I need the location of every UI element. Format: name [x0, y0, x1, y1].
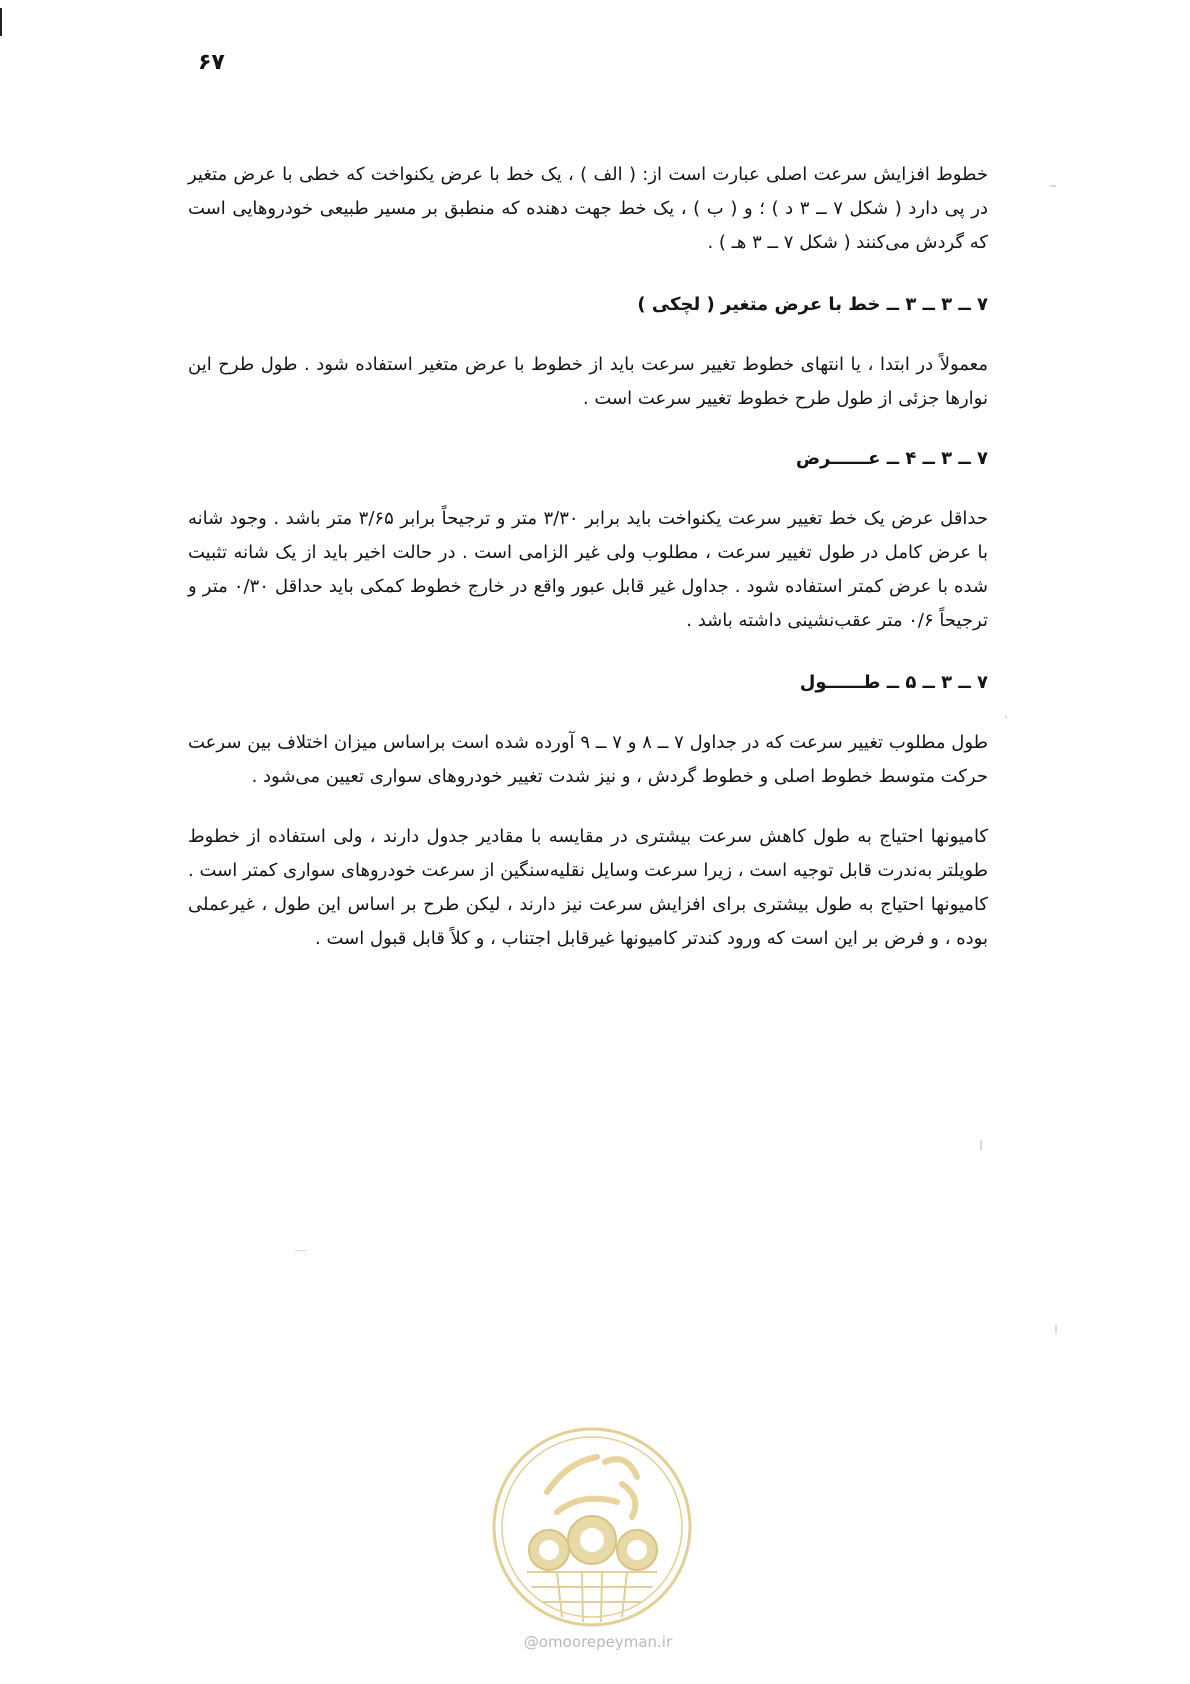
section-heading-length: ۷ ــ ۳ ــ ۵ ــ طــــــول: [799, 672, 988, 693]
scan-speck: [1005, 716, 1007, 718]
watermark-logo-icon: [487, 1422, 697, 1632]
paragraph-taper: معمولاً در ابتدا ، یا انتهای خطوط تغییر سرعت باید از خطوط با عرض متغیر استفاده شود . طول طرح این نوارها جزئی از طول طرح خطوط تغییر سرعت است .: [188, 354, 988, 409]
document-body: [188, 158, 988, 956]
paragraph-width: حداقل عرض یک خط تغییر سرعت یکنواخت باید برابر ۳/۳۰ متر و ترجیحاً برابر ۳/۶۵ متر باشد . وجود شانه با عرض کامل در طول تغییر سرعت ، مطلوب ولی غیر الزامی است . در حالت اخیر باید از یک شانه تثبیت شده با عرض کمتر استفاده شود . جداول غیر قابل عبور واقع در خارج خطوط کمکی باید حداقل ۰/۳۰ متر و ترجیحاً ۰/۶ متر عقب‌نشینی داشته باشد .: [188, 508, 988, 631]
section-heading-width: ۷ ــ ۳ ــ ۴ ــ عــــــرض: [795, 448, 988, 469]
scan-speck: [1055, 1325, 1057, 1333]
paragraph-length: طول مطلوب تغییر سرعت که در جداول ۷ ــ ۸ و ۷ ــ ۹ آورده شده است براساس میزان اختلاف بین سرعت حرکت متوسط خطوط اصلی و خطوط گردش ، و نیز شدت تغییر خودروهای سواری تعیین می‌شود .: [188, 732, 988, 787]
page-number: ۶۷: [198, 50, 225, 75]
watermark-url: @omoorepeyman.ir: [523, 1633, 673, 1651]
section-heading-taper: ۷ ــ ۳ ــ ۳ ــ خط با عرض متغیر ( لچکی ): [637, 294, 988, 315]
scan-edge-mark: [0, 8, 2, 36]
scan-speck: [980, 1140, 982, 1150]
scan-speck: [295, 1250, 307, 1251]
scan-speck: [1050, 185, 1056, 187]
paragraph-trucks: کامیونها احتیاج به طول کاهش سرعت بیشتری در مقایسه با مقادیر جدول دارند ، ولی استفاده از خطوط طویلتر به‌ندرت قابل توجیه است ، زیرا سرعت وسایل نقلیه‌سنگین از سرعت خودروهای سواری کمتر است . کامیونها احتیاج به طول بیشتری برای افزایش سرعت نیز دارند ، لیکن طرح بر اساس این طول ، غیرعملی بوده ، و فرض بر این است که ورود کندتر کامیونها غیرقابل اجتناب ، و کلاً قابل قبول است .: [188, 826, 988, 949]
paragraph-acceleration-lanes: خطوط افزایش سرعت اصلی عبارت است از: ( الف ) ، یک خط با عرض یکنواخت که خطی با عرض متغیر در پی دارد ( شکل ۷ ــ ۳ د ) ؛ و ( ب ) ، یک خط جهت دهنده که منطبق بر مسیر طبیعی خودروهایی است که گردش می‌کنند ( شکل ۷ ــ ۳ هـ ) .: [188, 164, 988, 253]
